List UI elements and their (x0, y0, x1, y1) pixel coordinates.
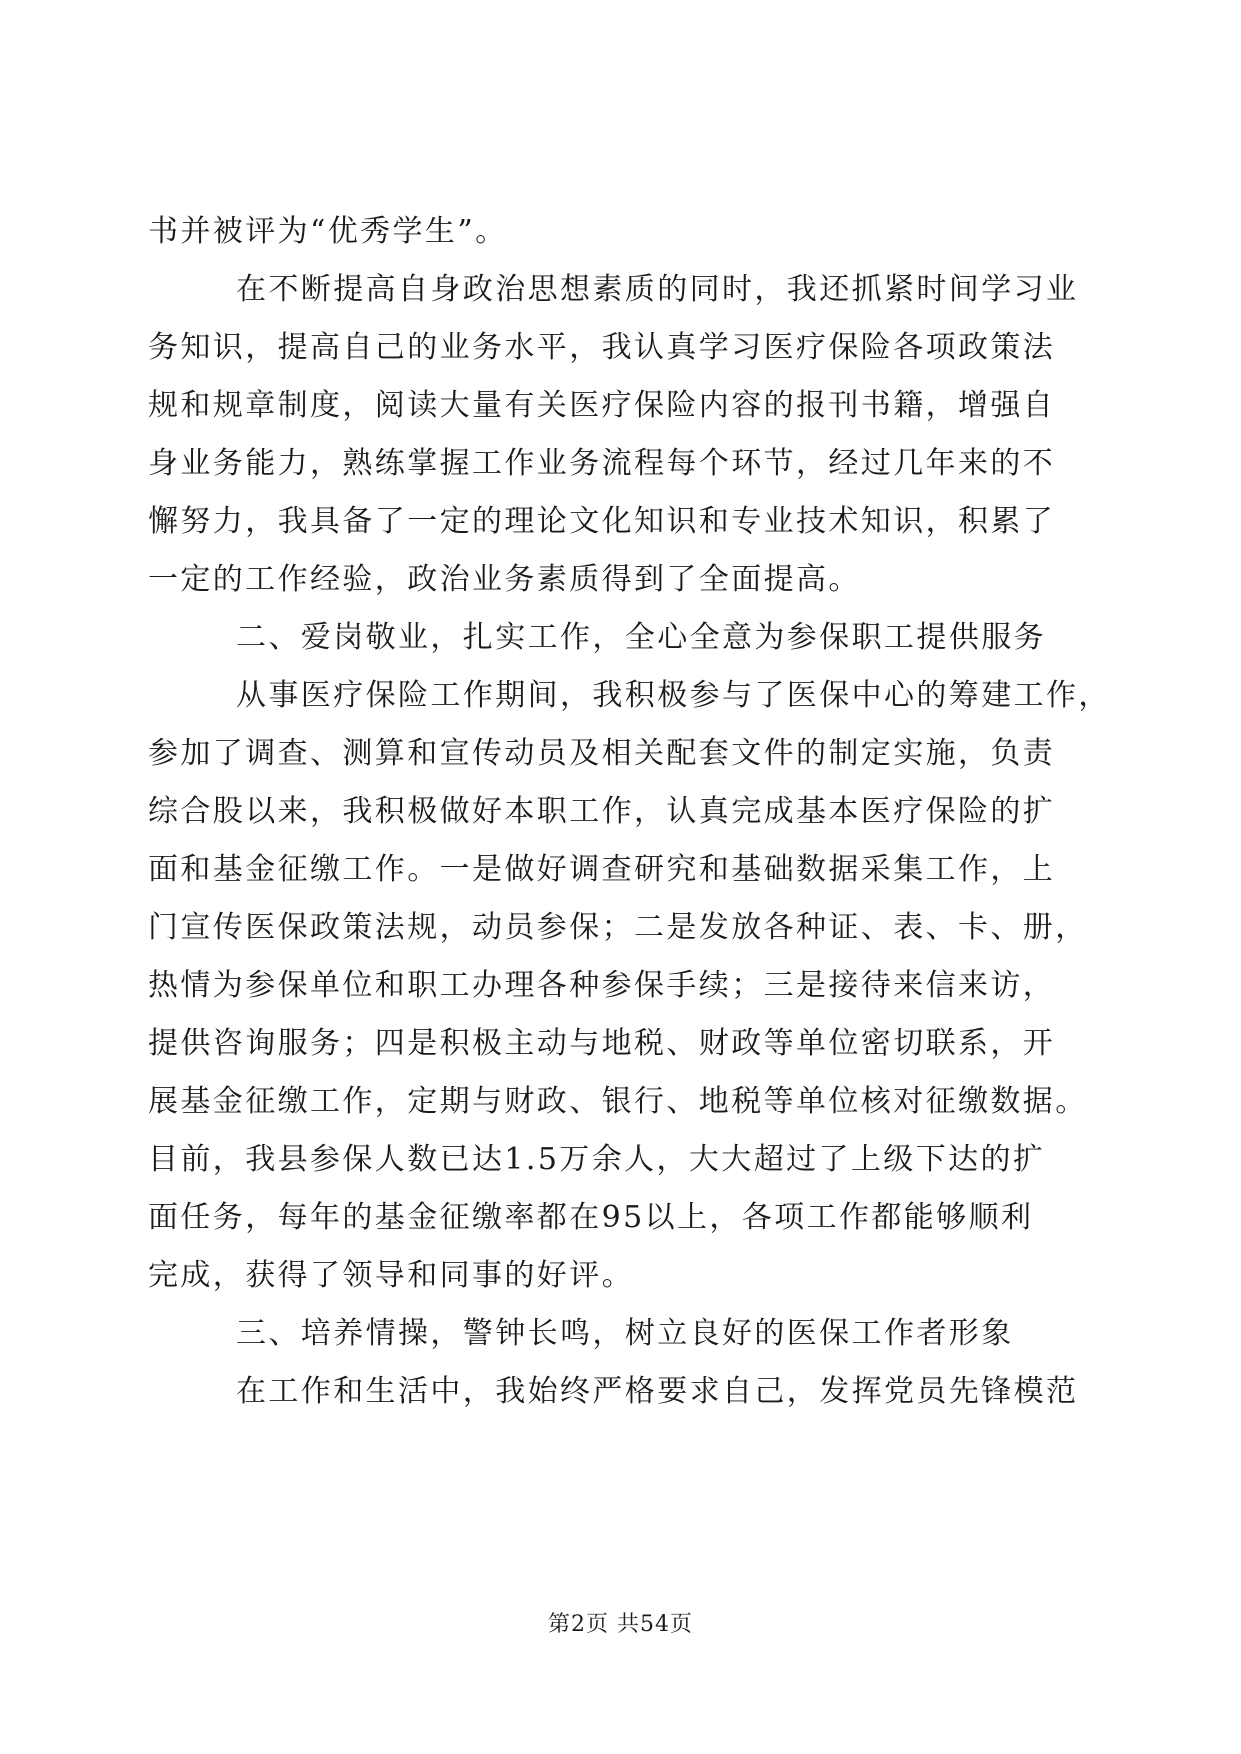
paragraph-line: 展基金征缴工作，定期与财政、银行、地税等单位核对征缴数据。 (148, 1084, 1088, 1119)
paragraph-line: 参加了调查、测算和宣传动员及相关配套文件的制定实施，负责 (148, 736, 1056, 771)
paragraph-line: 懈努力，我具备了一定的理论文化知识和专业技术知识，积累了 (148, 504, 1056, 539)
paragraph-line: 在不断提高自身政治思想素质的同时，我还抓紧时间学习业 (236, 272, 1079, 307)
paragraph-line: 面和基金征缴工作。一是做好调查研究和基础数据采集工作，上 (148, 852, 1056, 887)
paragraph-line: 完成，获得了领导和同事的好评。 (148, 1258, 634, 1293)
paragraph-line: 规和规章制度，阅读大量有关医疗保险内容的报刊书籍，增强自 (148, 388, 1056, 423)
paragraph-line: 目前，我县参保人数已达1.5万余人，大大超过了上级下达的扩 (148, 1142, 1046, 1177)
paragraph-line: 面任务，每年的基金征缴率都在95以上，各项工作都能够顺利 (148, 1200, 1034, 1235)
section-heading: 二、爱岗敬业，扎实工作，全心全意为参保职工提供服务 (236, 620, 1046, 655)
page-number-footer: 第2页 共54页 (548, 1612, 693, 1637)
paragraph-line: 提供咨询服务；四是积极主动与地税、财政等单位密切联系，开 (148, 1026, 1056, 1061)
paragraph-line: 综合股以来，我积极做好本职工作，认真完成基本医疗保险的扩 (148, 794, 1056, 829)
paragraph-line: 身业务能力，熟练掌握工作业务流程每个环节，经过几年来的不 (148, 446, 1056, 481)
paragraph-line: 从事医疗保险工作期间，我积极参与了医保中心的筹建工作， (236, 678, 1111, 713)
paragraph-line: 门宣传医保政策法规，动员参保；二是发放各种证、表、卡、册， (148, 910, 1088, 945)
paragraph-line: 在工作和生活中，我始终严格要求自己，发挥党员先锋模范 (236, 1374, 1079, 1409)
paragraph-line: 务知识，提高自己的业务水平，我认真学习医疗保险各项政策法 (148, 330, 1056, 365)
paragraph-line: 一定的工作经验，政治业务素质得到了全面提高。 (148, 562, 861, 597)
section-heading: 三、培养情操，警钟长鸣，树立良好的医保工作者形象 (236, 1316, 1014, 1351)
paragraph-line: 书并被评为“优秀学生”。 (148, 214, 508, 249)
paragraph-line: 热情为参保单位和职工办理各种参保手续；三是接待来信来访， (148, 968, 1056, 1003)
